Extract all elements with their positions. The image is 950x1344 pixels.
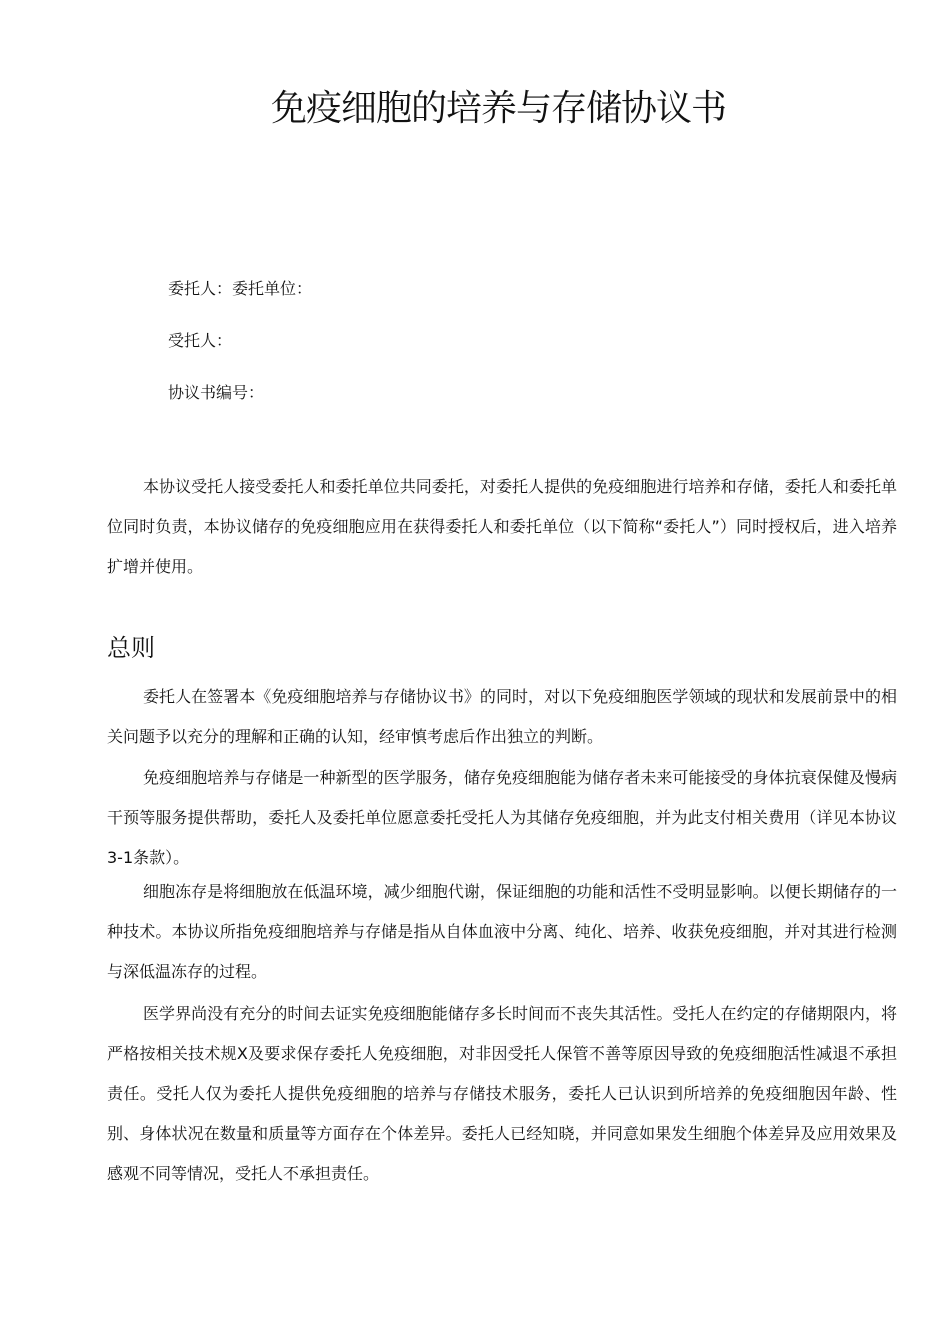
- general-paragraph-2: 免疫细胞培养与存储是一种新型的医学服务，储存免疫细胞能为储存者未来可能接受的身体抗衰保健及慢病干预等服务提供帮助，委托人及委托单位愿意委托受托人为其储存免疫细胞，并为此支付相关费用（详见本协议3-1条款）。: [107, 768, 897, 867]
- trustee-field-label: 受托人：: [168, 331, 233, 350]
- document-title: 免疫细胞的培养与存储协议书: [270, 88, 726, 129]
- general-paragraph-3: 细胞冻存是将细胞放在低温环境，减少细胞代谢，保证细胞的功能和活性不受明显影响。以便长期储存的一种技术。本协议所指免疫细胞培养与存储是指从自体血液中分离、纯化、培养、收获免疫细胞，并对其进行检测与深低温冻存的过程。: [107, 882, 897, 981]
- principal-field-label: 委托人：委托单位：: [168, 279, 313, 298]
- general-paragraph-4: 医学界尚没有充分的时间去证实免疫细胞能储存多长时间而不丧失其活性。受托人在约定的存储期限内，将严格按相关技术规Ⅹ及要求保存委托人免疫细胞，对非因受托人保管不善等原因导致的免疫细胞活性减退不承担责任。受托人仅为委托人提供免疫细胞的培养与存储技术服务，委托人已认识到所培养的免疫细胞因年龄、性别、身体状况在数量和质量等方面存在个体差异。委托人已经知晓，并同意如果发生细胞个体差异及应用效果及感观不同等情况，受托人不承担责任。: [107, 1004, 897, 1183]
- general-paragraph-1: 委托人在签署本《免疫细胞培养与存储协议书》的同时，对以下免疫细胞医学领域的现状和发展前景中的相关问题予以充分的理解和正确的认知，经审慎考虑后作出独立的判断。: [107, 687, 897, 746]
- intro-paragraph: 本协议受托人接受委托人和委托单位共同委托，对委托人提供的免疫细胞进行培养和存储，委托人和委托单位同时负责，本协议储存的免疫细胞应用在获得委托人和委托单位（以下简称“委托人”）同时授权后，进入培养扩增并使用。: [107, 477, 897, 576]
- agreement-number-field-label: 协议书编号：: [168, 383, 265, 402]
- section-heading-general: 总则: [107, 634, 155, 662]
